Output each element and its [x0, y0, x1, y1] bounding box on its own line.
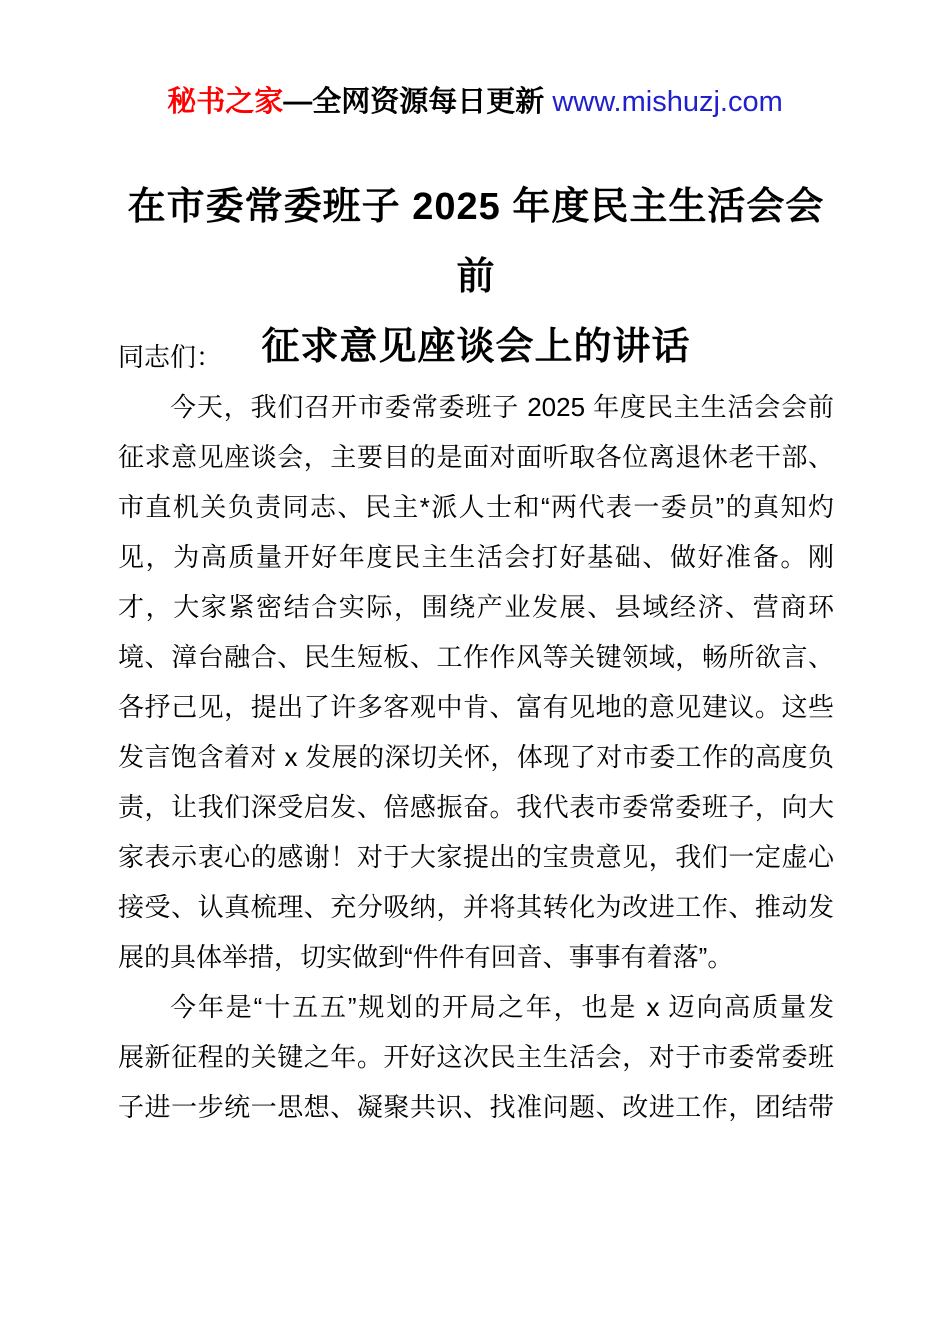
body-line: 展新征程的关键之年。开好这次民主生活会，对于市委常委班	[118, 1042, 834, 1072]
document-body	[118, 332, 834, 1132]
body-line: 接受、认真梳理、充分吸纳，并将其转化为改进工作、推动发	[118, 892, 834, 922]
body-line: 见，为高质量开好年度民主生活会打好基础、做好准备。刚	[118, 542, 834, 572]
body-line: 境、漳台融合、民生短板、工作作风等关键领域，畅所欲言、	[118, 642, 834, 672]
body-line: 各抒己见，提出了许多客观中肯、富有见地的意见建议。这些	[118, 692, 834, 722]
body-line: 责，让我们深受启发、倍感振奋。我代表市委常委班子，向大	[118, 792, 834, 822]
site-url-link[interactable]: www.mishuzj.com	[552, 86, 783, 118]
body-line: 今天，我们召开市委常委班子 2025 年度民主生活会会前	[170, 392, 834, 422]
promo-header	[0, 84, 950, 120]
body-line: 才，大家紧密结合实际，围绕产业发展、县域经济、营商环	[118, 592, 834, 622]
body-line: 发言饱含着对 x 发展的深切关怀，体现了对市委工作的高度负	[118, 742, 834, 772]
document-title-line2: 征求意见座谈会上的讲话	[261, 326, 691, 368]
body-line: 市直机关负责同志、民主*派人士和“两代表一委员”的真知灼	[118, 492, 834, 522]
body-line: 家表示衷心的感谢！对于大家提出的宝贵意见，我们一定虚心	[118, 842, 834, 872]
body-line: 展的具体举措，切实做到“件件有回音、事事有着落”。	[118, 942, 734, 972]
body-line: 子进一步统一思想、凝聚共识、找准问题、改进工作，团结带	[118, 1092, 834, 1122]
body-line: 征求意见座谈会，主要目的是面对面听取各位离退休老干部、	[118, 442, 834, 472]
document-title-line1: 在市委常委班子 2025 年度民主生活会会前	[127, 186, 825, 298]
body-line: 今年是“十五五”规划的开局之年，也是 x 迈向高质量发	[170, 992, 834, 1022]
salutation-line: 同志们：	[118, 342, 223, 372]
tagline-text: —全网资源每日更新	[283, 86, 553, 118]
brand-text: 秘书之家	[167, 86, 284, 118]
